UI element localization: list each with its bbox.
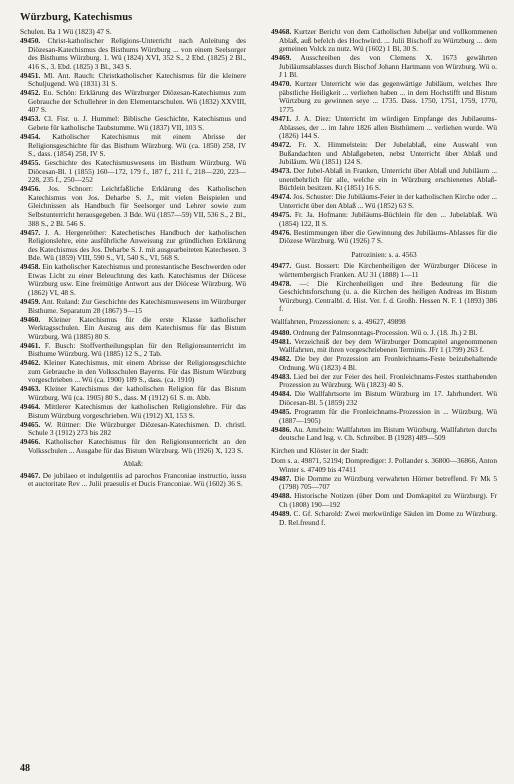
bibliography-entry: [20, 403, 246, 420]
bibliography-entry: [271, 141, 497, 167]
bibliography-entry: [20, 229, 246, 263]
entry-number: 49468.: [271, 27, 292, 36]
entry-number: 49477.: [271, 261, 292, 271]
bibliography-entry: [271, 280, 497, 314]
bibliography-entry: [271, 167, 497, 193]
entry-number: 49488.: [271, 491, 292, 501]
entry-number: 49472.: [271, 140, 292, 150]
entry-number: 49467.: [20, 470, 41, 480]
bibliography-entry: [271, 229, 497, 246]
entry-text: Ml. Ant. Rauch: Christkatholischer Katechismus für die kleinere Schuljugend. Wü (1831) 31 S.: [28, 70, 247, 89]
entry-number: 49486.: [271, 424, 292, 434]
kirchen-entries: [271, 475, 497, 527]
entry-text: W. Rüttner: Die Würzburger Diözesan-Katechismen. D. christl. Schule 3 (1912) 273 bis 282: [28, 419, 246, 438]
entry-text: Gust. Bossert: Die Kirchenheiligen der Würzburger Diöcese in württembergisch Franken. AU 31 (1888) 1—11: [279, 261, 497, 279]
bibliography-entry: [271, 115, 497, 141]
entry-text: —: Die Kirchenheiligen und ihre Bedeutung für die Geschichtsforschung (u. a. die Kirchen des heiligen Andreas im Bistum Würzburg). Centralbl. d. Hist. Ver. f. d. Großh. Hessen N. F. 1 (1893) 386 f.: [279, 278, 497, 314]
entry-text: De jubilaeo et indulgentiis ad parochos Franconiae instructio, iussu et auctoritate Rev ... Julii praesulis et Ducis Franconiae. Wü (1602) 36 S.: [28, 470, 246, 489]
right-entries: [271, 28, 497, 246]
entry-text: J. A. Hergenröther: Katechetisches Handbuch der katholischen Religionslehre, eine ausführliche Anweisung zur gründlichen Erklärung des Katechismus des Jos. Deharbe S. J. mit ausgearbeiteten Katechesen. 3 Bde. Wü (1859) VIII, 590 S., VI, 540 S., VI, 568 S.: [28, 227, 246, 263]
bibliography-entry: [271, 492, 497, 509]
entry-text: Katholischer Katechismus für den Religionsunterricht an den Volksschulen ... Ausgabe für das Bistum Würzburg. Wü (1926) X, 123 S.: [28, 437, 246, 455]
entry-text: Mittlerer Katechismus der katholischen Religionslehre. Für das Bistum Würzburg vorgeschrieben. Wü (1912) XI, 153 S.: [28, 402, 246, 420]
bibliography-entry: [271, 408, 497, 425]
entry-text: Verzeichniß der bey dem Würzburger Domcapitel angenommenen Wallfahrten, mit ihren vorgeschriebenen Terminis. JFr 1 (1799) 263 f.: [279, 336, 497, 355]
section-heading-patrozinien: Patrozinien: s. a. 4563: [351, 249, 417, 259]
entry-number: 49452.: [20, 88, 41, 98]
bibliography-entry: [20, 472, 246, 489]
entry-number: 49455.: [20, 158, 41, 168]
entry-number: 49458.: [20, 262, 41, 272]
entry-number: 49489.: [271, 508, 292, 518]
entry-text: Programm für die Fronleichnams-Prozession in ... Würzburg. Wü (1887—1905): [279, 406, 497, 425]
section-heading-kirchen: Kirchen und Klöster in der Stadt:: [271, 445, 369, 455]
entry-text: Schulen. Ba 1 Wü (1823) 47 S.: [20, 27, 112, 36]
bibliography-entry: [20, 385, 246, 402]
bibliography-entry: [271, 193, 497, 210]
page-header: Würzburg, Katechismus: [20, 12, 133, 23]
bibliography-entry: [20, 316, 246, 342]
bibliography-entry: [20, 421, 246, 438]
entry-text: Ausschreiben des von Clemens X. 1673 gewährten Jubiläumsablasses durch Bischof Johann Hartmann von Würzburg. Wü o. J 1 Bl.: [279, 53, 497, 80]
left-column: [20, 28, 246, 489]
entry-number: 49476.: [271, 227, 292, 237]
bibliography-entry: [271, 28, 497, 54]
entry-number: 49481.: [271, 336, 292, 346]
entry-text: Eu. Schön: Erklärung des Würzburger Diözesan-Katechismus zum Gebrauche der Schullehrer in den Elementarschulen. Wü (1832) XXVIII, 407 S.: [28, 88, 247, 115]
bibliography-entry: [20, 159, 246, 185]
entry-text: Au. Amrhein: Wallfahrten im Bistum Würzburg. Wallfahrten durchs deutsche Land hsg. v. Ch. Schreiber. B (1928) 489—509: [279, 424, 497, 443]
bibliography-entry: [20, 263, 246, 297]
page-number: 48: [20, 763, 30, 774]
entry-text: Die Domme zu Würzburg verwahrten Hörner betreffend. Fr Mk 5 (1798) 705—707: [279, 473, 497, 492]
bibliography-entry: [20, 359, 246, 385]
entry-number: 49462.: [20, 358, 41, 368]
entry-text: F. Busch: Stoffvertheilungsplan für den Religionsunterricht im Bisthume Würzburg. Wü (1885) 12 S., 2 Tab.: [28, 340, 246, 359]
entry-number: 49485.: [271, 406, 292, 416]
entry-text: C. Gf. Scharold: Zwei merkwürdige Säulen im Dome zu Würzburg. D. Rel.freund f.: [279, 508, 497, 527]
entry-text: Lied bei der zur Feier des heil. Fronleichnams-Festes statthabenden Prozession zu Würzburg. Wü (1823) 40 S.: [279, 371, 497, 390]
entry-number: 49450.: [20, 36, 41, 46]
entry-number: 49453.: [20, 114, 41, 124]
entry-number: 49470.: [271, 79, 292, 89]
bibliography-entry: [20, 115, 246, 132]
entry-number: 49475.: [271, 209, 292, 219]
entry-number: 49487.: [271, 473, 292, 483]
entry-number: 49484.: [271, 389, 292, 399]
section-heading-ablass: Ablaß:: [123, 459, 143, 469]
bibliography-entry: [20, 72, 246, 89]
bibliography-entry: [271, 338, 497, 355]
left-entries: [20, 28, 246, 455]
section-heading-wallfahrten: Wallfahrten, Prozessionen: s. a. 49627, 49898: [271, 317, 406, 326]
entry-text: Jos. Schuster: Die Jubiläums-Feier in der katholischen Kirche oder ... Unterricht über den Ablaß ... Wü (1852) 63 S.: [279, 192, 497, 210]
entry-text: Die bey der Prozession am Fronleichnams-Feste beizubehaltende Ordnung. Wü (1823) 4 Bl.: [279, 354, 497, 372]
entry-text: Katholischer Katechismus mit einem Abrisse der Religionsgeschichte für das Bisthum Würzburg. Wü (ca. 1850) 258, IV S., dass. (1854) 258, IV S.: [28, 132, 247, 159]
entry-text: Kleiner Katechismus, mit einem Abrisse der Religionsgeschichte zum Gebrauche in den Volksschulen Bayerns. Für das Bistum Würzburg vorgeschrieben ... Wü (ca. 1900) 189 S., dass. (ca. 1910): [28, 358, 246, 385]
entry-number: 49482.: [271, 354, 292, 364]
entry-text: Ant. Ruland: Zur Geschichte des Katechismuswesens im Würzburger Bisthume. Separatum 28 (1867) 9—15: [28, 296, 246, 315]
bibliography-entry: [271, 80, 497, 114]
entry-text: Jos. Schnorr: Leichtfaßliche Erklärung des Katholischen Katechismus von Jos. Deharbe S. J., mit vielen Beispielen und Gleichnissen als Handbuch für Seelsorger und Lehrer sowie zum Selbstunterricht herausgegeben. 3 Bde. Wü (1857—59) VII, 536 S., 2 Bl., 388 S., 2 Bl. 546 S.: [28, 184, 246, 228]
bibliography-entry: [271, 211, 497, 228]
entry-text: Geschichte des Katechismuswesens im Bisthum Würzburg. Wü Diöcesan-Bl. 1 (1855) 160—172, 179 f., 187 f., 211 f., 218—220, 223—228, 235 f., 250—252: [28, 158, 247, 185]
entry-text: Fr. Ja. Hofmann: Jubiläums-Büchlein für den ... Jubelablaß. Wü (1854) 122, II S.: [279, 209, 497, 228]
entry-number: 49466.: [20, 437, 41, 447]
entry-number: 49463.: [20, 384, 41, 394]
entry-text: Der Jubel-Ablaß in Franken, Unterricht über Ablaß und Jubiläum ... unentbehrlich für alle, welche ein in Würzburg erschienenes Ablaß-Büchlein besitzen. Kt (1851) 16 S.: [279, 166, 497, 193]
bibliography-entry: [271, 426, 497, 443]
entry-number: 49451.: [20, 70, 41, 80]
bibliography-entry: [20, 185, 246, 228]
bibliography-entry: [271, 373, 497, 390]
bibliography-entry: [20, 133, 246, 159]
bibliography-entry: [271, 262, 497, 279]
patrozinien-entries: [271, 262, 497, 314]
entry-number: 49465.: [20, 419, 41, 429]
entry-text: Cl. Fisr. u. J. Hummel: Biblische Geschichte, Katechismus und Gebete für katholische Taubstumme. Wü (1837) VII, 103 S.: [28, 114, 246, 133]
entry-number: 49469.: [271, 53, 292, 63]
entry-number: 49464.: [20, 402, 41, 412]
bibliography-entry: [20, 89, 246, 115]
kirchen-intro: Dom s. a. 49871, 52194; Domprediger: J. Pollander s. 36800—36866, Anton Winter s. 47409 bis 47411: [271, 456, 498, 474]
entry-text: Historische Notizen (über Dom und Domkapitel zu Würzburg). Fr Ch (1808) 190—192: [279, 491, 497, 509]
entry-number: 49454.: [20, 132, 41, 142]
entry-text: Kurtzer Unterricht wie das gegenwärtige Jubiläum, welches Ihre päbstliche Heiligkeit ... verliehen haben ... in dem Hochstifft und Bistum Würtzburg zu gewinnen seye ... 1735. Dass. 1750, 1751, 1759, 1770, 1775: [279, 79, 497, 114]
entry-text: Kurtzer Bericht von dem Catholischen Jubeljar und vollkommenen Ablaß, auß befelch des Hochwürd. ... Julii Bischoff zu Würtzburg ... dem gemeinen Volck zu nutz. Wü (1602) 1 Bl, 30 S.: [279, 27, 497, 54]
bibliography-entry: [271, 54, 497, 80]
bibliography-entry: [20, 37, 246, 71]
entry-number: 49478.: [271, 278, 292, 288]
entry-number: 49474.: [271, 192, 292, 202]
entry-text: Fr. X. Himmelstein: Der Jubelablaß, eine Auswahl von Bußandachten und Ablaßgebeten, nebst Unterricht über Ablaß und Jubiläum. Wü (1851) 124 S.: [279, 140, 497, 167]
entry-text: Kleiner Katechismus der katholischen Religion für das Bistum Würzburg. Wü (ca. 1905) 80 S., dass. M (1912) 61 S. m. Abb.: [28, 384, 246, 402]
entry-number: 49460.: [20, 314, 41, 324]
entry-number: 49459.: [20, 296, 41, 306]
bibliography-entry: [271, 475, 497, 492]
entry-text: Ordnung der Palmsonntags-Procession. Wü o. J. (18. Jh.) 2 Bl.: [293, 327, 478, 337]
right-column: [271, 28, 497, 528]
bibliography-entry: [271, 510, 497, 527]
entry-text: J. A. Diez: Unterricht im würdigen Empfange des Jubilaeums-Ablasses, der ... im Jahre 1826 allen Bisthümern ... verliehen wurde. Wü (1826) 144 S.: [279, 113, 497, 141]
bibliography-entry: [20, 342, 246, 359]
entry-number: 49480.: [271, 327, 292, 337]
entry-number: 49473.: [271, 166, 292, 176]
entry-text: Die Wallfahrtsorte im Bistum Würzburg im 17. Jahrhundert. Wü Diöcesan-Bl. 5 (1859) 232: [279, 389, 497, 407]
left-after-section: [20, 472, 246, 489]
bibliography-entry: [20, 298, 246, 315]
entry-text: Bestimmungen über die Gewinnung des Jubiläums-Ablasses für die Diözese Würzburg. Wü (1926) 7 S.: [279, 227, 497, 246]
entry-number: 49461.: [20, 340, 41, 350]
entry-number: 49457.: [20, 227, 41, 237]
entry-number: 49483.: [271, 371, 292, 381]
entry-text: Christ-katholischer Religions-Unterricht nach Anleitung des Diözesan-Katechismus des Bisthums Würzburg ... von einem Seelsorger des Bisthums Würzburg. 1. Wü (1824) XVI, 352 S., 2 Ebd. (1825) 2 Bl., 416 S., 3. Ebd. (1825) 3 Bl., 343 S.: [28, 36, 247, 71]
entry-number: 49456.: [20, 184, 41, 194]
entry-text: Kleiner Katechismus für die erste Klasse katholischer Werktagsschulen. Ein Auszug aus dem Katechismus für das Bistum Würzburg. Wü (1885) 80 S.: [28, 314, 246, 341]
bibliography-entry: [271, 355, 497, 372]
entry-text: Ein katholischer Katechismus und protestantische Beschwerden oder Etwas Licht zu einer Beleuchtung des kath. Katechismus der Diöcese Würzburg usw. Eine freimütige Antwort aus der Diöcese Würzburg. Wü (1862) VI, 48 S.: [28, 262, 246, 297]
wallfahrten-entries: [271, 329, 497, 443]
entry-number: 49471.: [271, 113, 292, 123]
bibliography-entry: [271, 390, 497, 407]
bibliography-entry: [20, 438, 246, 455]
